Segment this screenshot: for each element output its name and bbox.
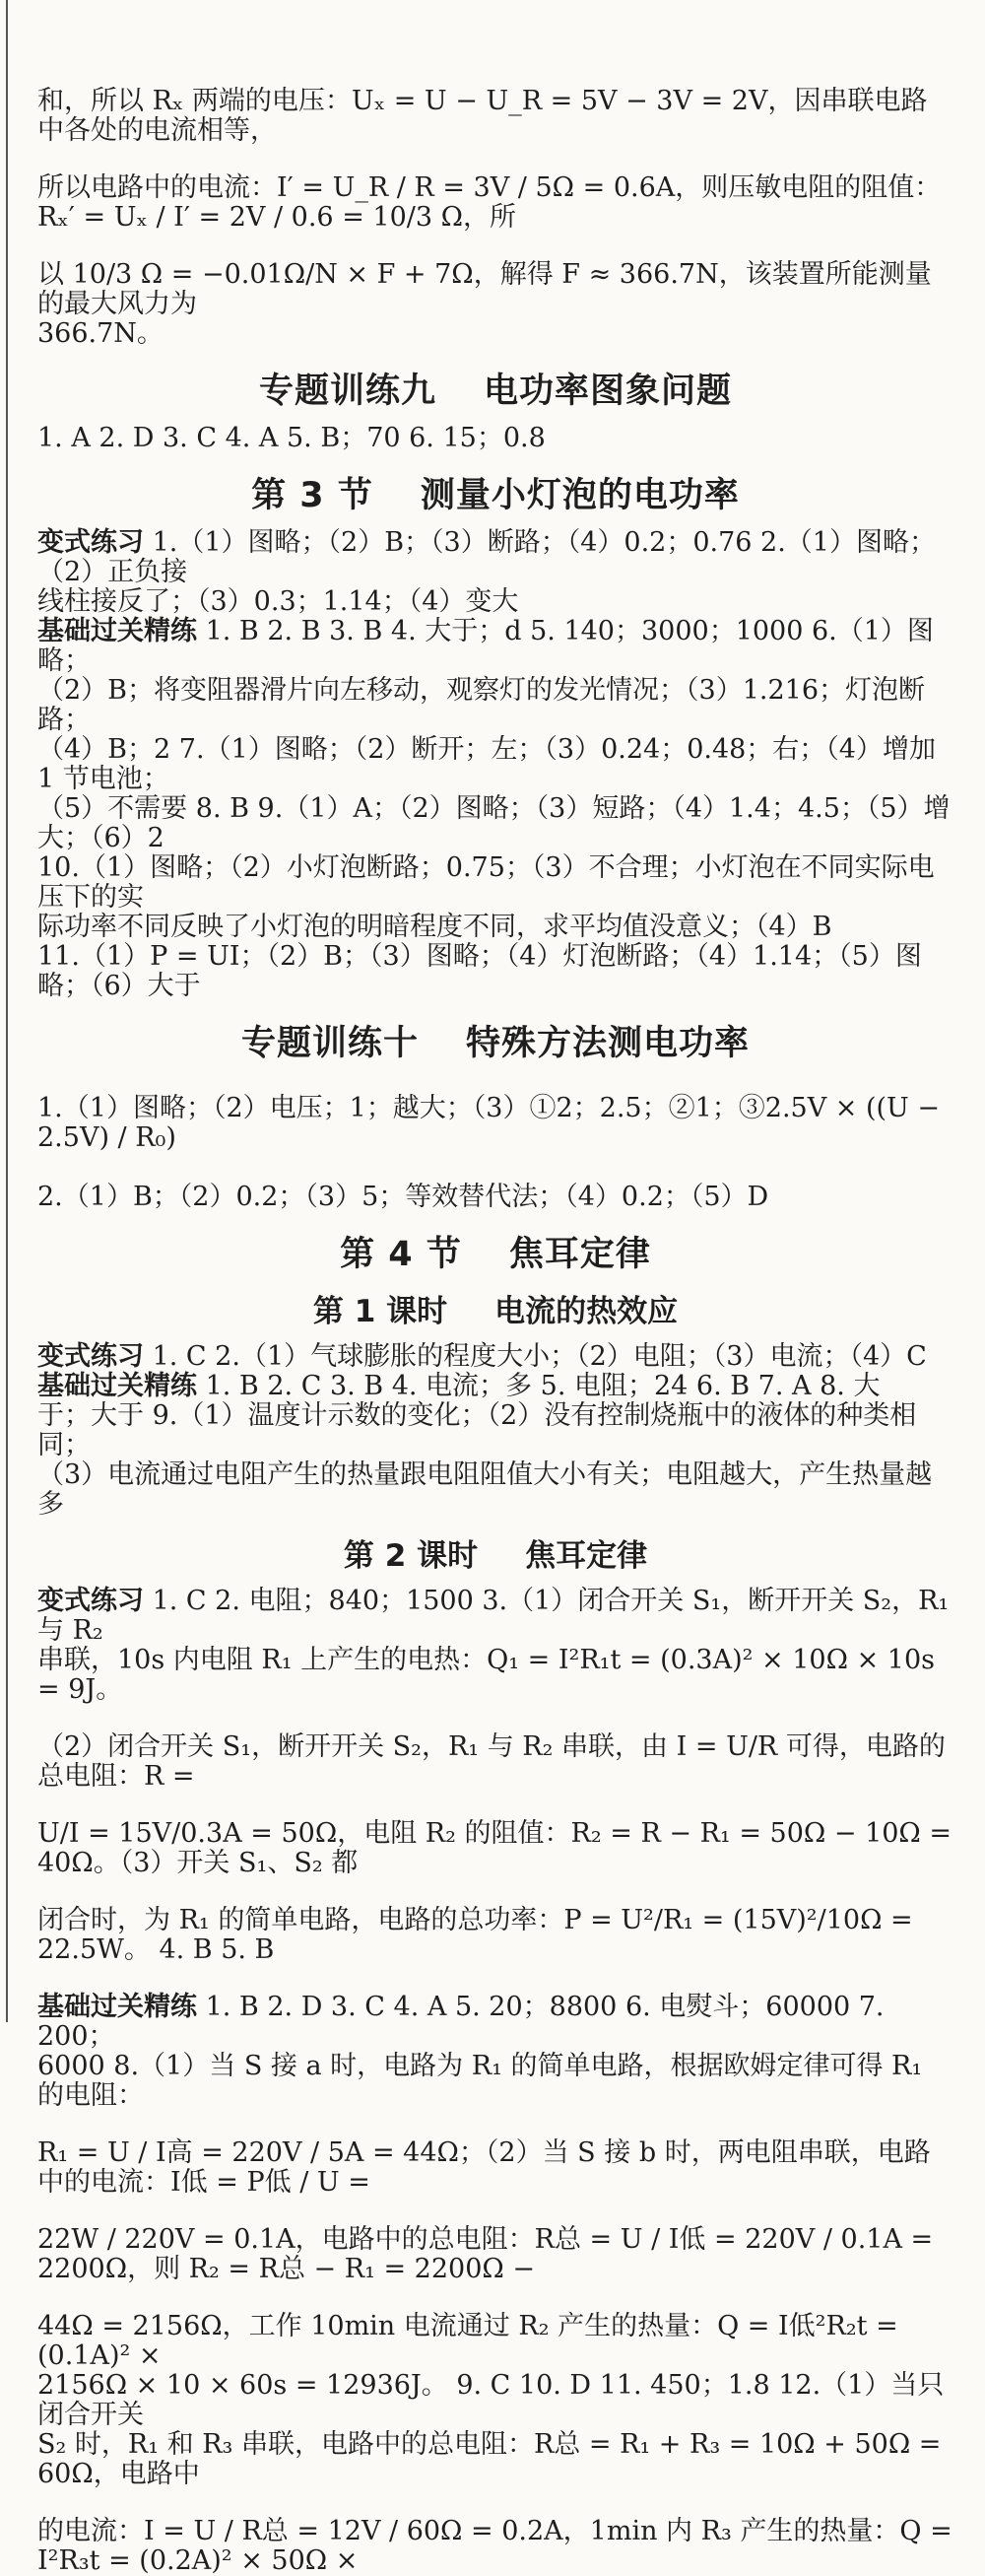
answer-page — [37, 87, 953, 2576]
heading-number: 第 3 节 — [251, 476, 373, 515]
exercise-label: 变式练习 — [37, 1341, 144, 1372]
exercise-label: 基础过关精练 — [37, 616, 197, 646]
answer-line: 6000 8.（1）当 S 接 a 时，电路为 R₁ 的简单电路，根据欧姆定律可得 R₁ 的电阻： — [37, 2051, 923, 2111]
heading-title: 特殊方法测电功率 — [466, 1024, 751, 1063]
heading-title: 电功率图象问题 — [484, 372, 733, 411]
answer-line: （5）不需要 8. B 9.（1）A；（2）图略；（3）短路；（4）1.4；4.5；（5）增大；（6）2 — [37, 793, 951, 853]
section-heading-lesson-4 — [37, 1234, 953, 1275]
answer-line: U/I = 15V/0.3A = 50Ω，电阻 R₂ 的阻值：R₂ = R − R₁ = 50Ω − 10Ω = 40Ω。（3）开关 S₁、S₂ 都 — [37, 1818, 952, 1878]
text-line: 所以电路中的电流：I′ = U_R / R = 3V / 5Ω = 0.6A，则压敏电阻的阻值：Rₓ′ = Uₓ / I′ = 2V / 0.6 = 10/3 Ω，所 — [37, 172, 942, 233]
answer-line: （4）B；2 7.（1）图略；（2）断开；左；（3）0.24；0.48；右；（4）增加 1 节电池； — [37, 734, 936, 794]
answer-line: S₂ 时，R₁ 和 R₃ 串联，电路中的总电阻：R总 = R₁ + R₃ = 10Ω + 50Ω = 60Ω，电路中 — [37, 2429, 942, 2489]
text-line: 366.7N。 — [37, 318, 164, 349]
heading-number: 专题训练九 — [258, 372, 436, 411]
answer-line: 际功率不同反映了小灯泡的明暗程度不同，求平均值没意义；（4）B — [37, 912, 832, 942]
answer-line: 基础过关精练 1. B 2. D 3. C 4. A 5. 20；8800 6. 电熨斗；60000 7. 200； — [37, 1992, 885, 2052]
page-binding-line — [6, 0, 8, 2022]
answer-line: 1.（1）图略；（2）电压；1；越大；（3）①2；2.5；②1；③2.5V × ((U − 2.5V) / R₀) — [37, 1093, 941, 1153]
answer-line: 基础过关精练 1. B 2. B 3. B 4. 大于；d 5. 140；3000；1000 6.（1）图略； — [37, 616, 934, 676]
heading-title: 测量小灯泡的电功率 — [420, 476, 740, 515]
heading-title: 焦耳定律 — [508, 1235, 651, 1274]
answer-line: 串联，10s 内电阻 R₁ 上产生的电热：Q₁ = I²R₁t = (0.3A)² × 10Ω × 10s = 9J。 — [37, 1645, 935, 1705]
answer-line: 变式练习 1. C 2.（1）气球膨胀的程度大小；（2）电阻；（3）电流；（4）C — [37, 1341, 927, 1372]
heading-number: 专题训练十 — [240, 1024, 419, 1063]
heading-number: 第 4 节 — [340, 1235, 462, 1274]
text-line: 以 10/3 Ω = −0.01Ω/N × F + 7Ω，解得 F ≈ 366.7N，该装置所能测量的最大风力为 — [37, 259, 932, 319]
section-heading-lesson-3 — [37, 475, 953, 516]
subheading-period-2: 第 2 课时 焦耳定律 — [343, 1538, 648, 1574]
answer-line: （3）电流通过电阻产生的热量跟电阻阻值大小有关；电阻越大，产生热量越多 — [37, 1459, 933, 1520]
exercise-label: 基础过关精练 — [37, 1992, 197, 2022]
answer-line: （2）B；将变阻器滑片向左移动，观察灯的发光情况；（3）1.216；灯泡断路； — [37, 675, 925, 735]
answer-line: 于；大于 9.（1）温度计示数的变化；（2）没有控制烧瓶中的液体的种类相同； — [37, 1400, 917, 1460]
answer-line: 的电流：I = U / R总 = 12V / 60Ω = 0.2A，1min 内 R₃ 产生的热量：Q = I²R₃t = (0.2A)² × 50Ω × — [37, 2516, 952, 2576]
answer-line: 变式练习 1. C 2. 电阻；840；1500 3.（1）闭合开关 S₁，断开开关 S₂，R₁ 与 R₂ — [37, 1586, 950, 1646]
text-line: 和，所以 Rₓ 两端的电压：Uₓ = U − U_R = 5V − 3V = 2V，因串联电路中各处的电流相等， — [37, 86, 928, 146]
exercise-label: 变式练习 — [37, 527, 144, 558]
answer-line: 1. A 2. D 3. C 4. A 5. B；70 6. 15；0.8 — [37, 423, 546, 453]
answer-line: 11.（1）P = UI；（2）B；（3）图略；（4）灯泡断路；（4）1.14；（5）图略；（6）大于 — [37, 941, 922, 1001]
exercise-label: 变式练习 — [37, 1586, 144, 1616]
continued-solution — [37, 87, 953, 349]
answer-line: 线柱接反了；（3）0.3；1.14；（4）变大 — [37, 586, 519, 617]
subheading-period-1: 第 1 课时 电流的热效应 — [312, 1294, 679, 1329]
exercise-label: 基础过关精练 — [37, 1371, 197, 1401]
answer-line: 基础过关精练 1. B 2. C 3. B 4. 电流；多 5. 电阻；24 6. B 7. A 8. 大 — [37, 1371, 881, 1401]
answer-line: 22W / 220V = 0.1A，电路中的总电阻：R总 = U / I低 = 220V / 0.1A = 2200Ω，则 R₂ = R总 − R₁ = 2200Ω − — [37, 2224, 934, 2284]
section-heading-topic-10 — [37, 1023, 953, 1064]
answer-line: 10.（1）图略；（2）小灯泡断路；0.75；（3）不合理；小灯泡在不同实际电压下的实 — [37, 852, 935, 913]
answer-line: R₁ = U / I高 = 220V / 5A = 44Ω；（2）当 S 接 b 时，两电阻串联，电路中的电流：I低 = P低 / U = — [37, 2137, 931, 2198]
answer-line: 2156Ω × 10 × 60s = 12936J。 9. C 10. D 11. 450；1.8 12.（1）当只闭合开关 — [37, 2370, 945, 2430]
section-heading-topic-9 — [37, 371, 953, 412]
answer-line: 变式练习 1.（1）图略；（2）B；（3）断路；（4）0.2；0.76 2.（1）图略；（2）正负接 — [37, 527, 936, 587]
answer-line: 44Ω = 2156Ω，工作 10min 电流通过 R₂ 产生的热量：Q = I低²R₂t = (0.1A)² × — [37, 2311, 898, 2371]
answer-line: （2）闭合开关 S₁，断开开关 S₂，R₁ 与 R₂ 串联，由 I = U/R 可得，电路的总电阻：R = — [37, 1731, 946, 1792]
answer-line: 闭合时，为 R₁ 的简单电路，电路的总功率：P = U²/R₁ = (15V)²/10Ω = 22.5W。 4. B 5. B — [37, 1905, 913, 1965]
answer-line: 2.（1）B；（2）0.2；（3）5；等效替代法；（4）0.2；（5）D — [37, 1182, 769, 1212]
